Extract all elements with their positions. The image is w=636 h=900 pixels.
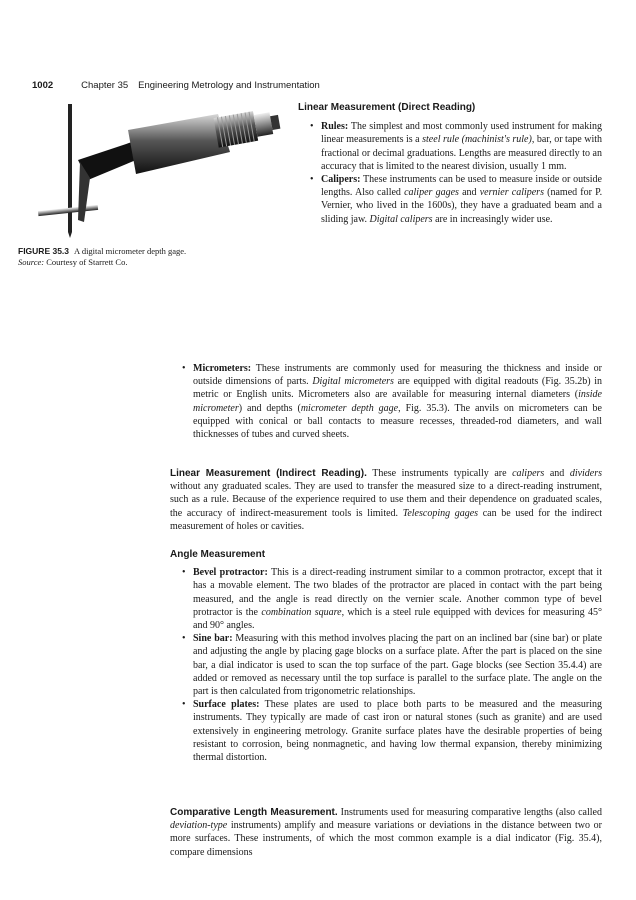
bullet-bevel-protractor: • Bevel protractor: This is a direct-reading instrument similar to a common protractor, except that it has a movable element. The two blades of the protractor are placed in contact with the part being measured, and the angle is read directly on the vernier scale. Another common type of bevel protractor is the combination square, which is a steel rule equipped with devices for measuring 45° and 90° angles. [182, 566, 602, 632]
figure-caption [18, 246, 288, 268]
section-linear-direct-top [298, 101, 602, 226]
section-angle [170, 548, 602, 764]
section-heading-angle: Angle Measurement [170, 549, 266, 560]
section-heading-linear-direct: Linear Measurement (Direct Reading) [298, 102, 476, 113]
bullet-calipers: • Calipers: These instruments can be used to measure inside or outside lengths. Also called caliper gages and vernier calipers (named for P. Vernier, who lived in the 1600s), they have a graduated beam and a sliding jaw. Digital calipers are in increasingly wider use. [310, 173, 602, 226]
page-number: 1002 [32, 80, 54, 91]
section-heading-comparative: Comparative Length Measurement. [170, 807, 338, 818]
section-comparative: Comparative Length Measurement. Instruments used for measuring comparative lengths (also called deviation-type instruments) amplify and measure variations or deviations in the distance between two or more surfaces. These instruments, of which the most common example is a dial indicator (Fig. 35.4), compare dimensions [170, 807, 603, 858]
section-linear-indirect: Linear Measurement (Indirect Reading). These instruments typically are calipers and dividers without any graduated scales. They are used to transfer the measured size to a direct-reading instrument, such as a rule. Because of the experience required to use them and their dependence on graduated scales, the accuracy of indirect-measurement tools is limited. Telescoping gages can be used for the indirect measurement of holes or cavities. [170, 468, 603, 532]
figure-source-label: Source: [18, 257, 45, 267]
chapter-label: Chapter 35 [81, 80, 129, 91]
section-heading-linear-indirect: Linear Measurement (Indirect Reading). [170, 468, 367, 479]
bullet-micrometers: • Micrometers: These instruments are commonly used for measuring the thickness and inside or outside dimensions of parts. Digital micrometers are equipped with digital readouts (Fig. 35.2b) in metric or English units. Micrometers also are available for measuring internal diameters (inside micrometer) and depths (micrometer depth gage, Fig. 35.3). The anvils on micrometers can be equipped with conical or ball contacts to measure recesses, threaded-rod diameters, and wall thicknesses of tubes and curved sheets. [182, 362, 602, 441]
micrometer-depth-gage-image [18, 100, 288, 240]
bullet-surface-plates: • Surface plates: These plates are used to place both parts to be measured and the measuring instruments. They typically are made of cast iron or natural stones (such as granite) and are used extensively in engineering metrology. Granite surface plates have the desirable properties of being resistant to corrosion, being nonmagnetic, and having low thermal expansion, thereby minimizing thermal distortion. [182, 698, 602, 764]
figure-caption-text: A digital micrometer depth gage. [74, 246, 187, 256]
figure-source-text: Courtesy of Starrett Co. [46, 257, 128, 267]
bullet-rules: • Rules: The simplest and most commonly used instrument for making linear measurements is a steel rule (machinist's rule), bar, or tape with fractional or decimal graduations. Lengths are measured directly to an accuracy that is limited to the nearest division, usually 1 mm. [310, 120, 602, 173]
running-title: Engineering Metrology and Instrumentation [138, 80, 320, 91]
figure-label: FIGURE 35.3 [18, 246, 70, 256]
running-header [32, 80, 320, 91]
bullet-sine-bar: • Sine bar: Measuring with this method involves placing the part on an inclined bar (sine bar) or plate and adjusting the angle by placing gage blocks on a surface plate. After the part is placed on the sine bar, a dial indicator is used to scan the top surface of the part. Gage blocks (see Section 35.4.4) are added or removed as necessary until the top surface is parallel to the surface plate. The angle on the part is then calculated from trigonometric relationships. [182, 632, 602, 698]
section-linear-direct-bottom [170, 362, 602, 441]
